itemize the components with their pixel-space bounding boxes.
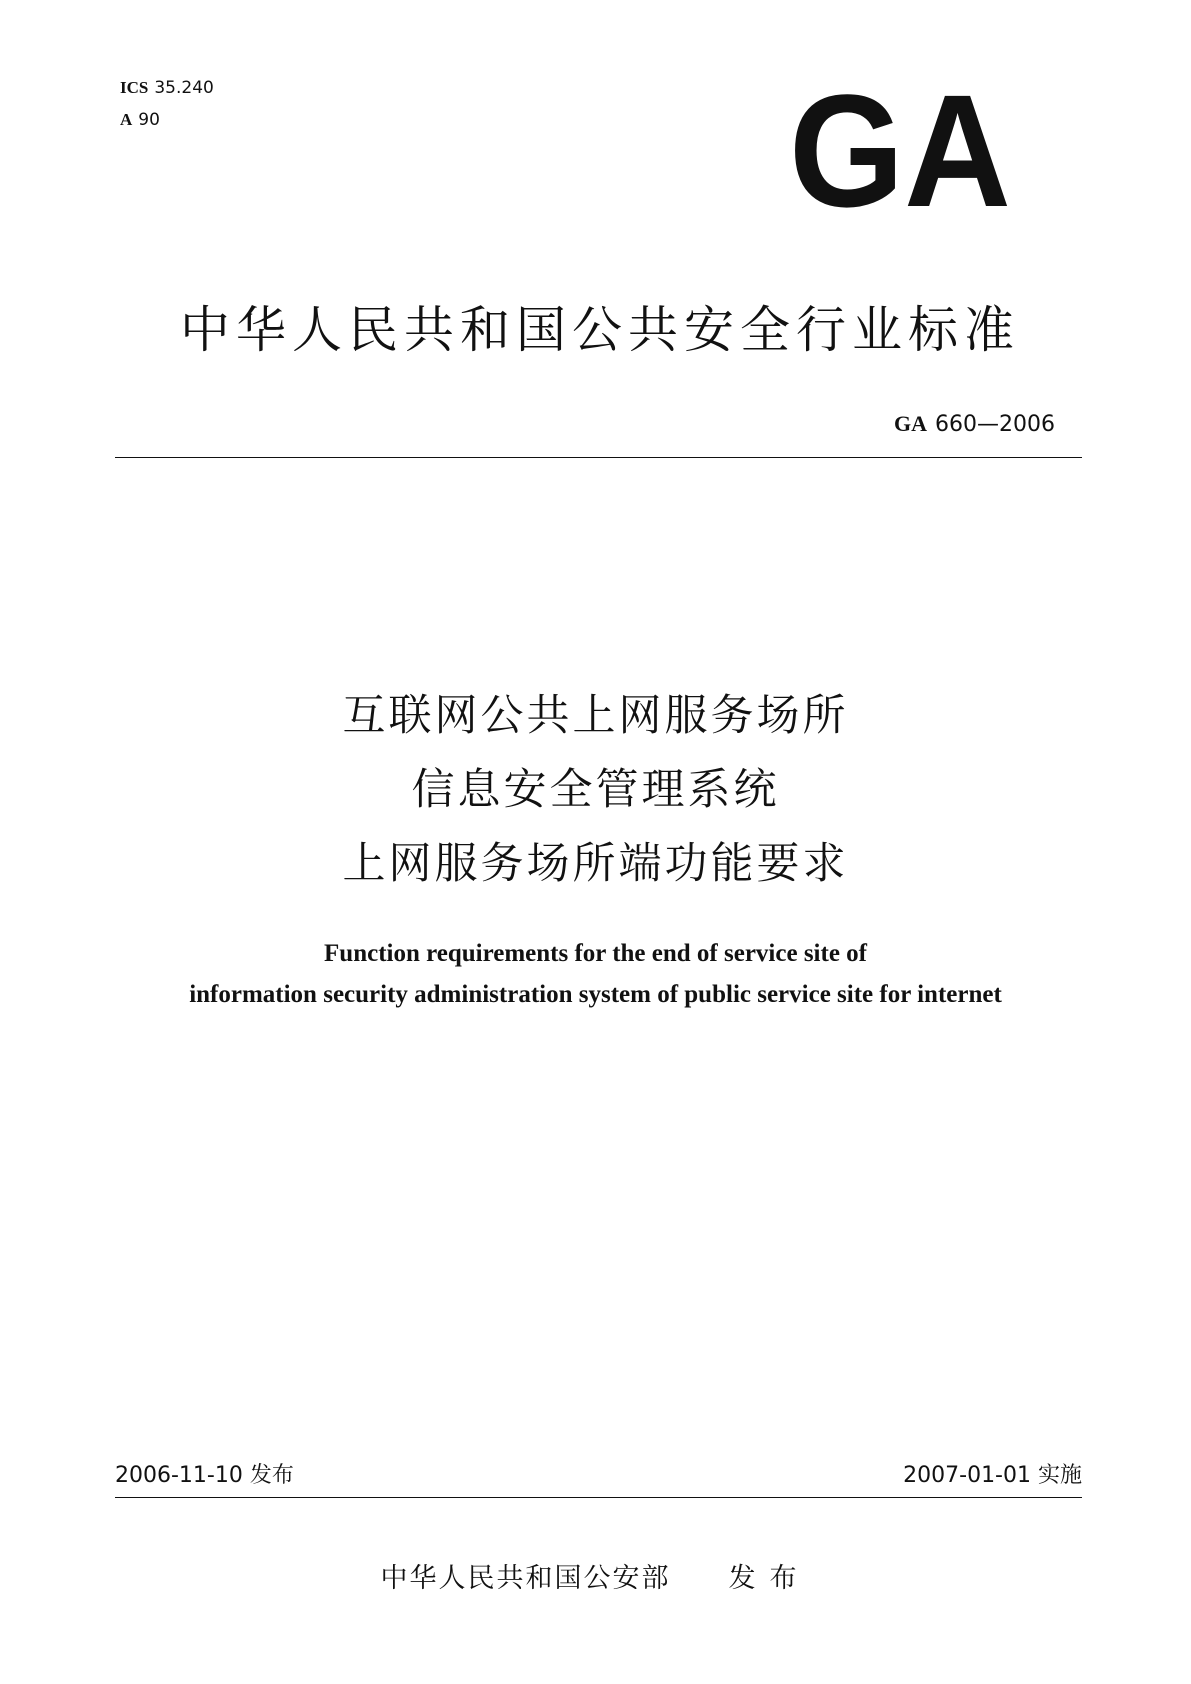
cn-title-line-3: 上网服务场所端功能要求 — [342, 839, 849, 889]
ics-label: ICS — [120, 78, 149, 97]
cn-title-line-1: 互联网公共上网服务场所 — [342, 691, 849, 741]
standard-number-code: 660—2006 — [935, 412, 1055, 437]
ccs-label: A — [120, 110, 133, 129]
en-title-line-2: information security administration system of public service site for internet — [189, 981, 1002, 1008]
ics-code — [120, 78, 214, 98]
ga-logo-text: GA — [789, 85, 1011, 215]
ccs-code — [120, 110, 160, 130]
top-divider — [115, 457, 1082, 458]
issuer — [0, 1562, 1191, 1596]
ics-value: 35.240 — [154, 78, 214, 98]
en-title-line-1: Function requirements for the end of service site of — [324, 940, 867, 967]
standard-number — [894, 411, 1055, 437]
ccs-value: 90 — [138, 110, 160, 130]
standard-category: 中华人民共和国公共安全行业标准 — [180, 301, 1020, 359]
implementation-date: 2007-01-01 实施 — [903, 1463, 1082, 1488]
cn-title-line-2: 信息安全管理系统 — [411, 765, 780, 815]
issuer-organization: 中华人民共和国公安部 — [380, 1563, 671, 1594]
bottom-divider — [115, 1497, 1082, 1498]
issue-date: 2006-11-10 发布 — [115, 1463, 294, 1488]
ga-logo — [785, 85, 1015, 215]
issuer-action: 发布 — [728, 1563, 811, 1594]
standard-number-prefix: GA — [894, 411, 928, 436]
